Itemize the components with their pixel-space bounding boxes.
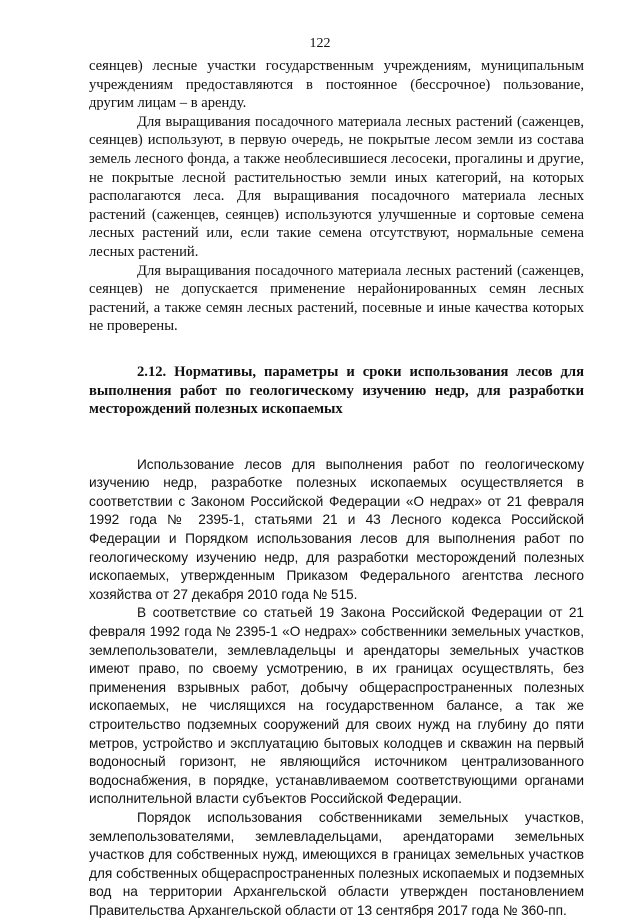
- paragraph-top-2: Для выращивания посадочного материала лесных растений (саженцев, сеянцев) используют, в первую очередь, не покрытые лесом земли из состава земель лесного фонда, а также необлесившиеся лесосеки, прогалины и другие, не покрытые лесной растительностью земли иных категорий, на которых располагаются леса. Для выращивания посадочного материала лесных растений (саженцев, сеянцев) используются улучшенные и сортовые семена лесных растений или, если такие семена отсутствуют, нормальные семена лесных растений.: [89, 113, 584, 260]
- paragraph-top-3: Для выращивания посадочного материала лесных растений (саженцев, сеянцев) не допускается применение нерайонированных семян лесных растений, а также семян лесных растений, посевные и иные качества которых не проверены.: [89, 262, 584, 335]
- page-number: 122: [309, 36, 331, 51]
- section-heading: 2.12. Нормативы, параметры и сроки использования лесов для выполнения работ по геологическому изучению недр, для разработки месторождений полезных ископаемых: [89, 363, 584, 418]
- paragraph-section-2: В соответствие со статьей 19 Закона Российской Федерации от 21 февраля 1992 года № 2395-1 «О недрах» собственники земельных участков, землепользователи, землевладельцы и арендаторы земельных участков имеют право, по своему усмотрению, в их границах осуществлять, без применения взрывных работ, добычу общераспространенных полезных ископаемых, не числящихся на государственном балансе, а так же строительство подземных сооружений для своих нужд на глубину до пяти метров, устройство и эксплуатацию бытовых колодцев и скважин на первый водоносный горизонт, не являющийся источником централизованного водоснабжения, в порядке, устанавливаемом соответствующими органами исполнительной власти субъектов Российской Федерации.: [89, 605, 584, 807]
- document-body: [89, 57, 584, 921]
- paragraph-section-3: Порядок использования собственниками земельных участков, землепользователями, землевладельцами, арендаторами земельных участков для собственных нужд, имеющихся в границах земельных участков для собственных общераспространенных полезных ископаемых и подземных вод на территории Архангельской области утвержден постановлением Правительства Архангельской области от 13 сентября 2017 года № 360-пп.: [89, 809, 584, 918]
- paragraph-top-1: сеянцев) лесные участки государственным учреждениям, муниципальным учреждениям предоставляются в постоянное (бессрочное) пользование, другим лицам – в аренду.: [89, 58, 584, 112]
- paragraph-section-1: Использование лесов для выполнения работ по геологическому изучению недр, разработке полезных ископаемых осуществляется в соответствии с Законом Российской Федерации «О недрах» от 21 февраля 1992 года № 2395-1, статьями 21 и 43 Лесного кодекса Российской Федерации и Порядком использования лесов для выполнения работ по геологическому изучению недр, для разработки месторождений полезных ископаемых, утвержденным Приказом Федерального агентства лесного хозяйства от 27 декабря 2010 года № 515.: [89, 456, 584, 602]
